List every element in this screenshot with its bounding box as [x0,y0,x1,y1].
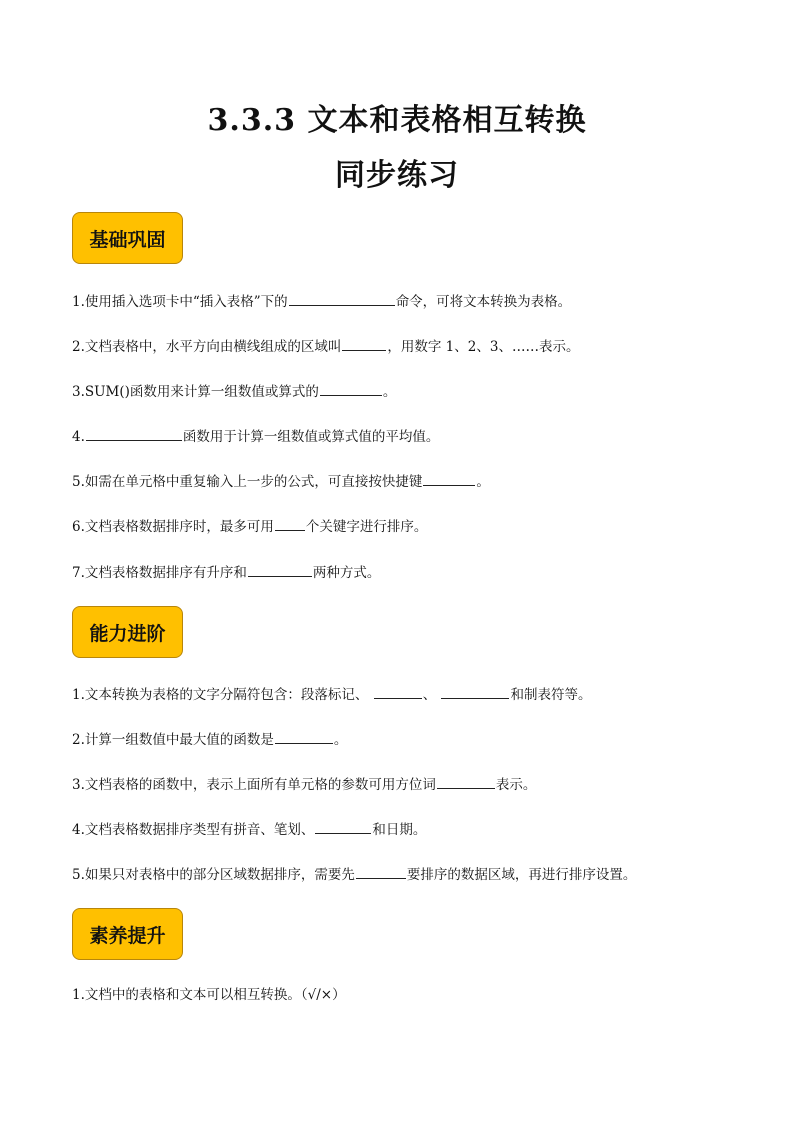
question-2-3: 3.文档表格的函数中，表示上面所有单元格的参数可用方位词 表示。 [72,774,732,794]
question-2-4: 4.文档表格数据排序类型有拼音、笔划、 和日期。 [72,819,732,839]
page-subtitle: 同步练习 [335,158,459,193]
answer-blank[interactable] [248,562,312,577]
question-1-3: 3.SUM()函数用来计算一组数值或算式的 。 [72,381,732,401]
section-badge-basic: 基础巩固 [72,212,183,264]
question-2-2: 2.计算一组数值中最大值的函数是 。 [72,729,732,749]
question-1-5: 5.如需在单元格中重复输入上一步的公式，可直接按快捷键 。 [72,471,732,491]
question-1-1: 1.使用插入选项卡中“插入表格”下的 命令，可将文本转换为表格。 [72,291,732,311]
answer-blank[interactable] [275,516,305,531]
answer-blank[interactable] [356,864,406,879]
answer-blank[interactable] [342,336,386,351]
question-1-6: 6.文档表格数据排序时，最多可用 个关键字进行排序。 [72,516,732,536]
answer-blank[interactable] [275,729,333,744]
page-title: 3.3.3 文本和表格相互转换 [207,103,587,138]
answer-blank[interactable] [374,684,422,699]
answer-blank[interactable] [86,426,182,441]
answer-blank[interactable] [437,774,495,789]
answer-blank[interactable] [320,381,382,396]
answer-blank[interactable] [315,819,371,834]
question-3-1: 1.文档中的表格和文本可以相互转换。（√/×） [72,987,346,1003]
section-badge-ability: 能力进阶 [72,606,183,658]
question-2-1: 1.文本转换为表格的文字分隔符包含：段落标记、 、 和制表符等。 [72,684,732,704]
question-1-7: 7.文档表格数据排序有升序和 两种方式。 [72,562,732,582]
section-badge-literacy: 素养提升 [72,908,183,960]
answer-blank[interactable] [441,684,509,699]
answer-blank[interactable] [289,291,395,306]
answer-blank[interactable] [423,471,475,486]
question-1-2: 2.文档表格中，水平方向由横线组成的区域叫 ，用数字 1、2、3、……表示。 [72,336,732,356]
question-1-4: 4. 函数用于计算一组数值或算式值的平均值。 [72,426,732,446]
question-2-5: 5.如果只对表格中的部分区域数据排序，需要先 要排序的数据区域，再进行排序设置。 [72,864,732,884]
